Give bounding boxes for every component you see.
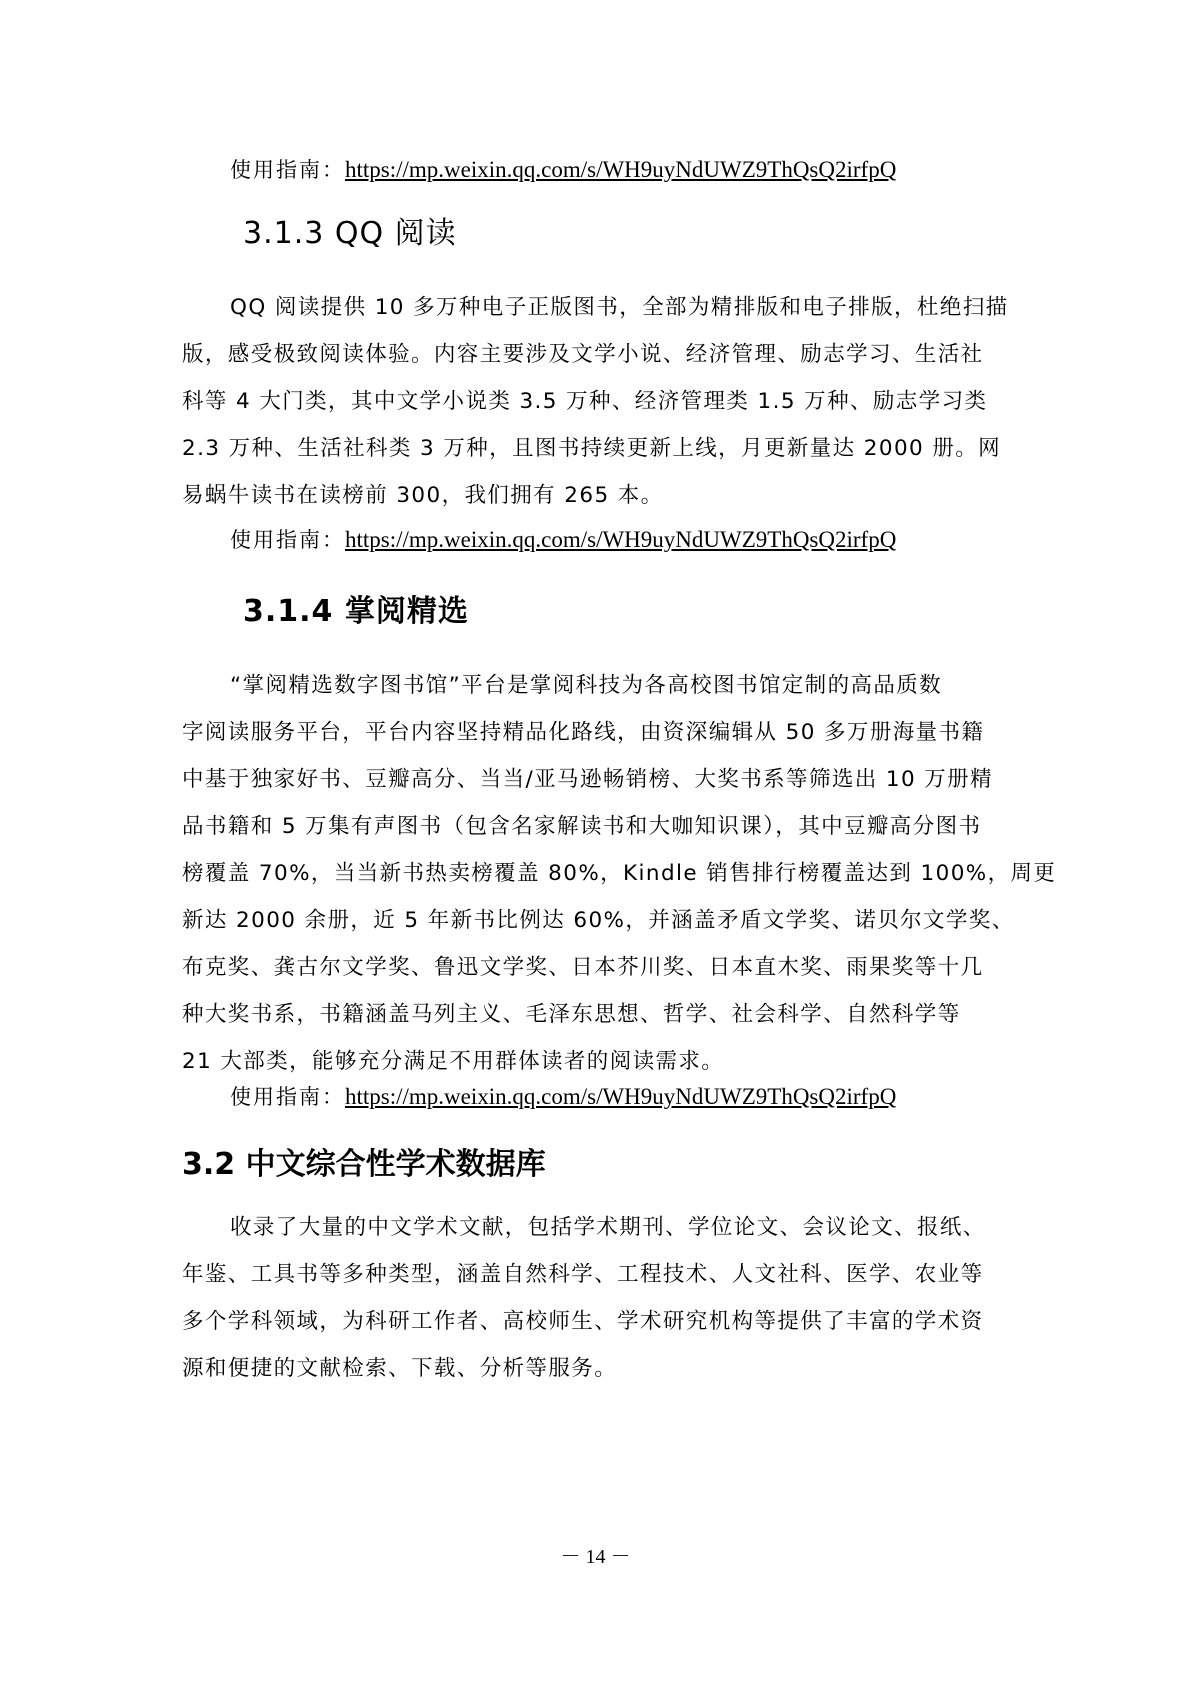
paragraph-line: 新达 2000 余册，近 5 年新书比例达 60%，并涵盖矛盾文学奖、诺贝尔文学奖、: [182, 908, 1015, 933]
usage-guide-1: [230, 155, 896, 185]
paragraph-line: 收录了大量的中文学术文献，包括学术期刊、学位论文、会议论文、报纸、: [230, 1215, 986, 1240]
usage-guide-2: [230, 525, 896, 555]
paragraph-line: 品书籍和 5 万集有声图书（包含名家解读书和大咖知识课），其中豆瓣高分图书: [182, 814, 982, 839]
paragraph-line: 2.3 万种、生活社科类 3 万种，且图书持续更新上线，月更新量达 2000 册。网: [182, 436, 1002, 461]
paragraph-line: 科等 4 大门类，其中文学小说类 3.5 万种、经济管理类 1.5 万种、励志学习类: [182, 389, 988, 414]
paragraph-line: 种大奖书系，书籍涵盖马列主义、毛泽东思想、哲学、社会科学、自然科学等: [182, 1002, 961, 1027]
paragraph-line: QQ 阅读提供 10 多万种电子正版图书，全部为精排版和电子排版，杜绝扫描: [230, 295, 1009, 320]
usage-guide-label: 使用指南：: [230, 528, 345, 552]
paragraph-line: 中基于独家好书、豆瓣高分、当当/亚马逊畅销榜、大奖书系等筛选出 10 万册精: [182, 767, 993, 792]
usage-guide-3: [230, 1082, 896, 1112]
usage-guide-link[interactable]: https://mp.weixin.qq.com/s/WH9uyNdUWZ9ThQsQ2irfpQ: [345, 157, 897, 182]
paragraph-line: 年鉴、工具书等多种类型，涵盖自然科学、工程技术、人文社科、医学、农业等: [182, 1262, 984, 1287]
paragraph-line: 字阅读服务平台，平台内容坚持精品化路线，由资深编辑从 50 多万册海量书籍: [182, 720, 985, 745]
paragraph-line: 版，感受极致阅读体验。内容主要涉及文学小说、经济管理、励志学习、生活社: [182, 342, 984, 367]
section-heading-3-1-4: 3.1.4 掌阅精选: [243, 594, 469, 629]
paragraph-line: 榜覆盖 70%，当当新书热卖榜覆盖 80%，Kindle 销售排行榜覆盖达到 100%，周更: [182, 861, 1057, 886]
usage-guide-label: 使用指南：: [230, 158, 345, 182]
section-paragraph-3-2: [182, 1204, 1016, 1392]
page-number: － 14 －: [560, 1546, 631, 1568]
paragraph-line: 易蜗牛读书在读榜前 300，我们拥有 265 本。: [182, 483, 664, 508]
paragraph-line: 21 大部类，能够充分满足不用群体读者的阅读需求。: [182, 1049, 725, 1074]
usage-guide-link[interactable]: https://mp.weixin.qq.com/s/WH9uyNdUWZ9ThQsQ2irfpQ: [345, 1084, 897, 1109]
section-heading-3-1-3: 3.1.3 QQ 阅读: [243, 216, 457, 251]
usage-guide-label: 使用指南：: [230, 1085, 345, 1109]
paragraph-line: 布克奖、龚古尔文学奖、鲁迅文学奖、日本芥川奖、日本直木奖、雨果奖等十几: [182, 955, 984, 980]
paragraph-line: 源和便捷的文献检索、下载、分析等服务。: [182, 1356, 618, 1381]
usage-guide-link[interactable]: https://mp.weixin.qq.com/s/WH9uyNdUWZ9ThQsQ2irfpQ: [345, 527, 897, 552]
section-paragraph-3-1-4: [182, 662, 1057, 1085]
section-paragraph-3-1-3: [182, 284, 1016, 519]
paragraph-line: 多个学科领域，为科研工作者、高校师生、学术研究机构等提供了丰富的学术资: [182, 1309, 984, 1334]
paragraph-line: “掌阅精选数字图书馆”平台是掌阅科技为各高校图书馆定制的高品质数: [230, 673, 943, 698]
section-heading-3-2: 3.2 中文综合性学术数据库: [182, 1147, 546, 1182]
